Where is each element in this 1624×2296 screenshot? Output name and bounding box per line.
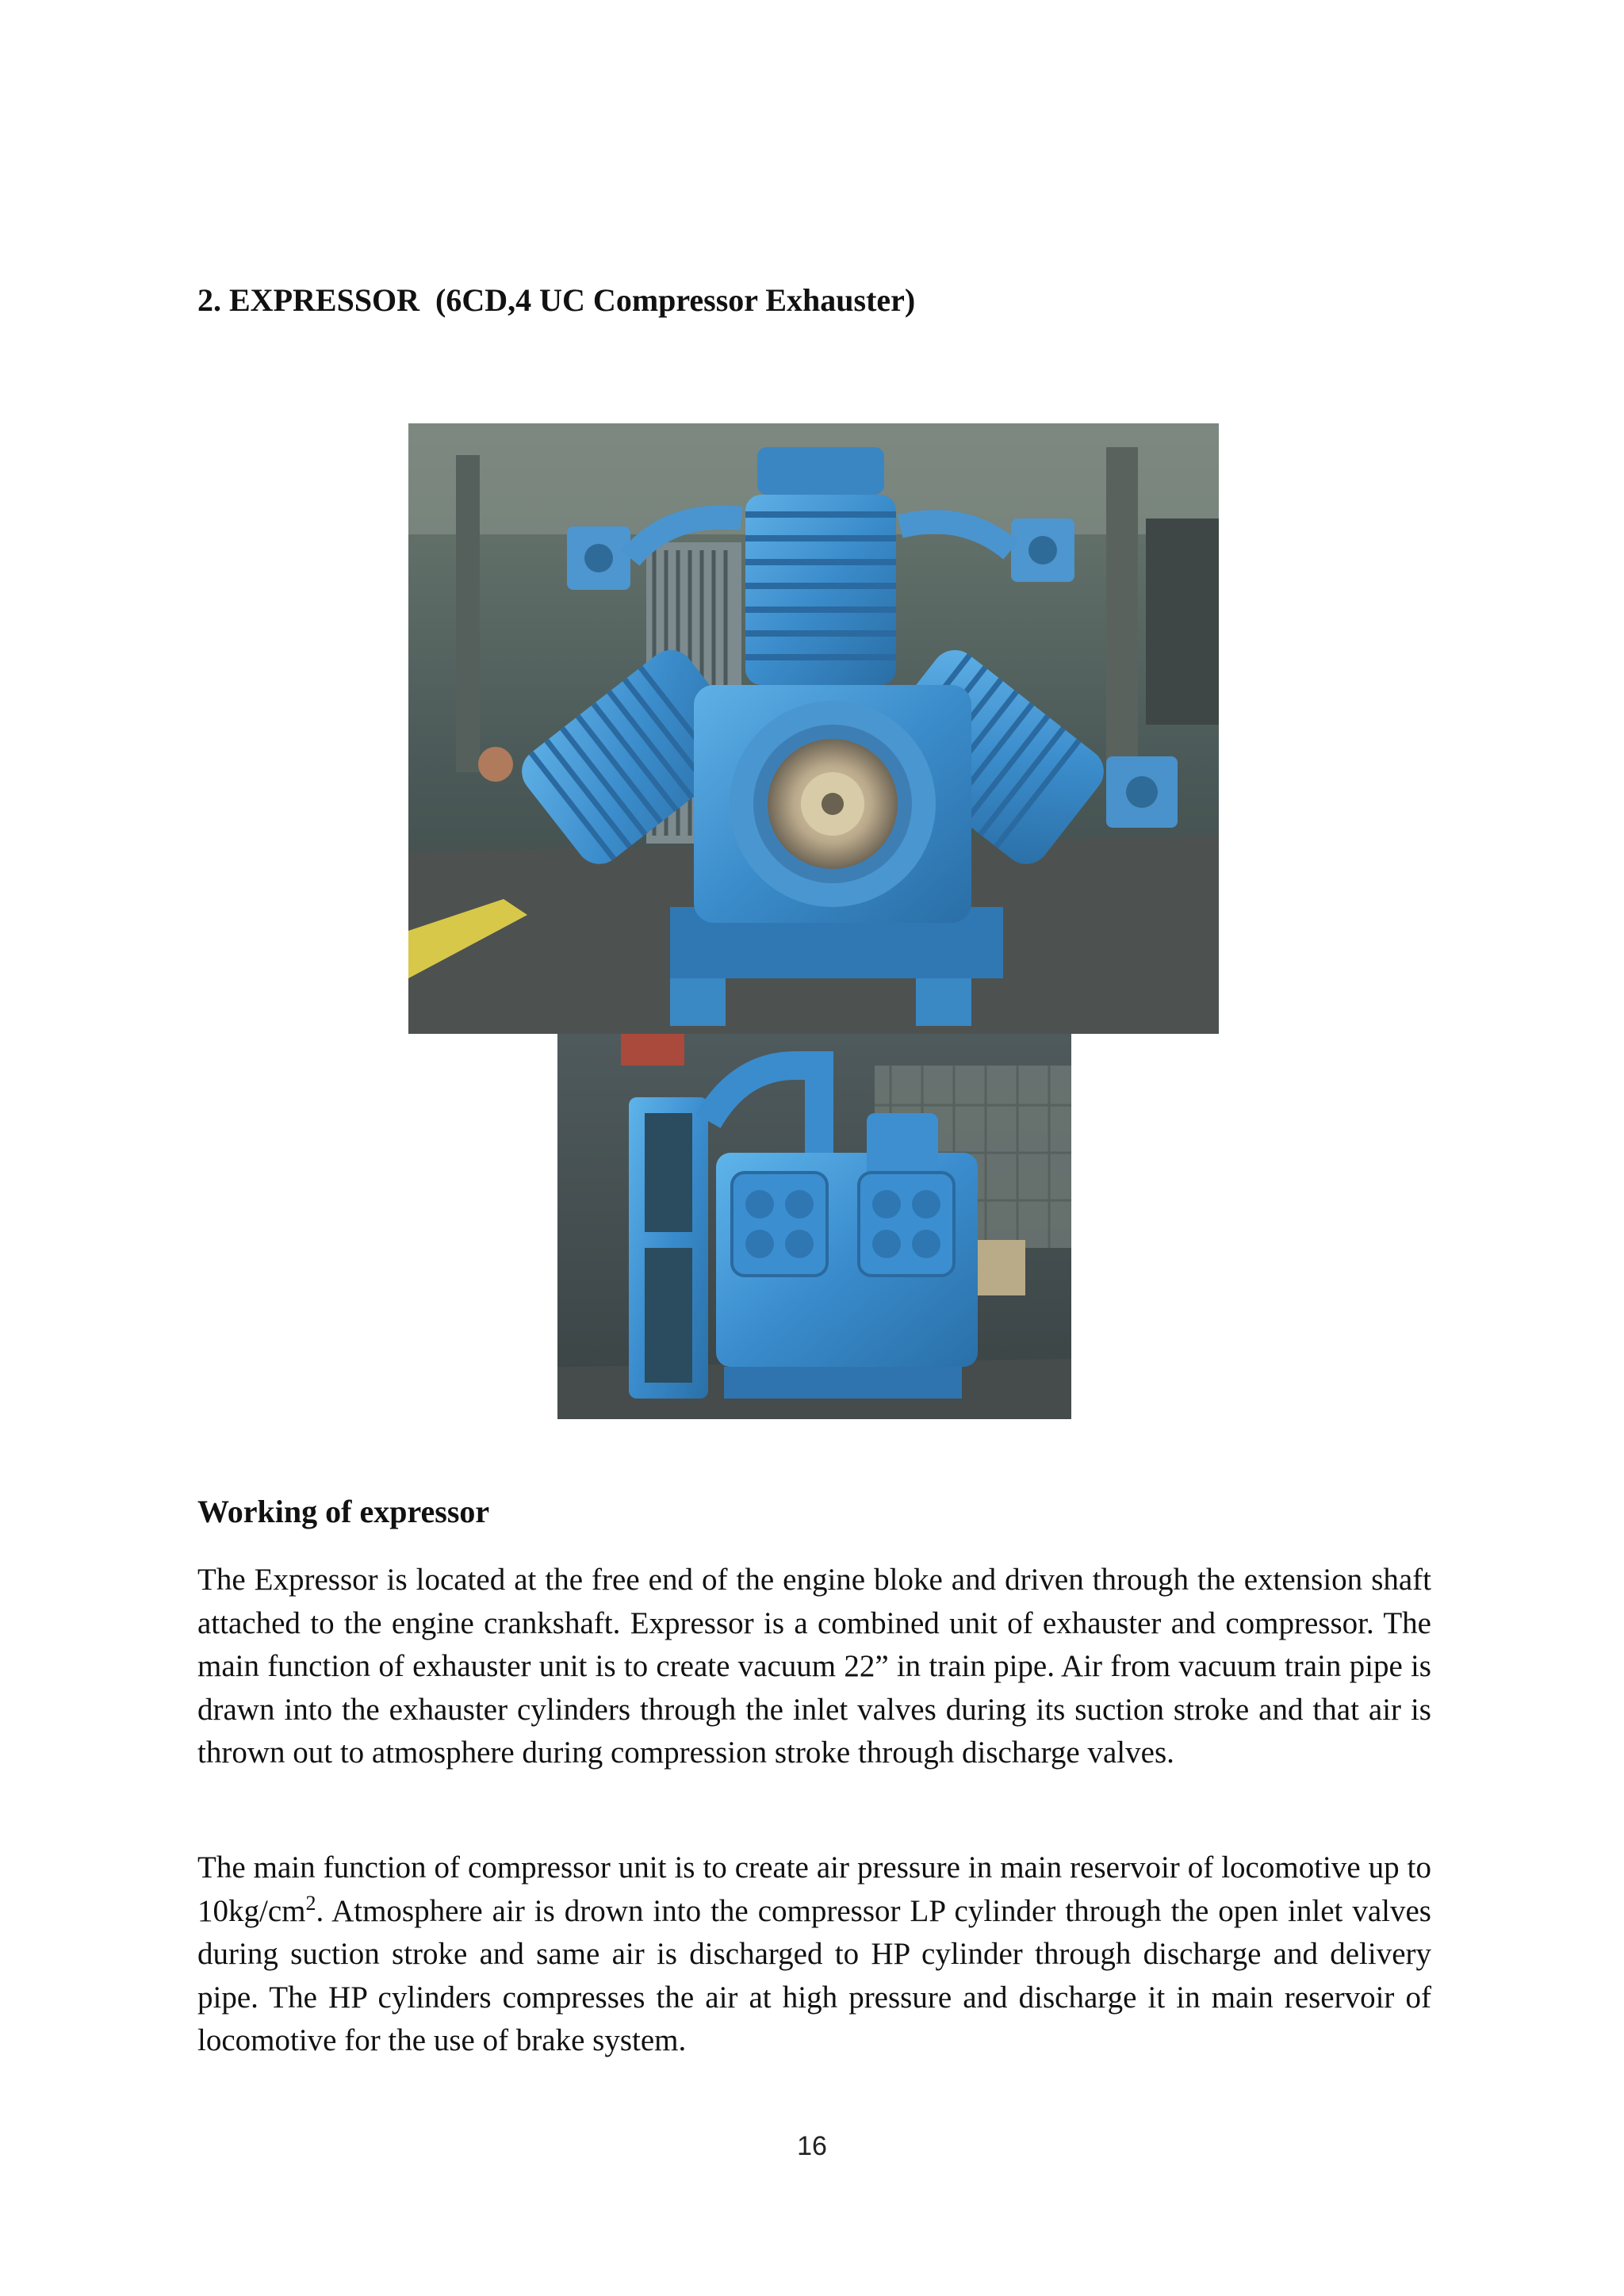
paragraph-exhauster: The Expressor is located at the free end of the engine bloke and driven through the extension shaft attached to the engine crankshaft. Expressor is a combined unit of exhauster and compressor. The main function of exhauster unit is to create vacuum 22” in train pipe. Air from vacuum train pipe is drawn into the exhauster cylinders through the inlet valves during its suction stroke and that air is thrown out to atmosphere during compression stroke through discharge valves.: [197, 1563, 1431, 1770]
superscript-2: 2: [305, 1891, 316, 1915]
paragraph-compressor-part2: . Atmosphere air is drown into the compressor LP cylinder through the open inlet valves during suction stroke and same air is discharged to HP cylinder through discharge and delivery pipe. The HP cylinders compresses the air at high pressure and discharge it in main reservoir of locomotive for the use of brake system.: [197, 1893, 1431, 2057]
working-subheading: Working of expressor: [197, 1494, 490, 1529]
expressor-6cd-photo: [408, 423, 1219, 1034]
page-number: 16: [797, 2131, 827, 2161]
section-heading: 2. EXPRESSOR (6CD,4 UC Compressor Exhauster): [197, 282, 916, 318]
paragraph-compressor-part1: The main function of compressor unit is to create air pressure in main reservoir of locomotive up to 10kg/cm: [197, 1850, 1431, 1928]
expressor-4uc-photo: [557, 1034, 1071, 1419]
paragraph-compressor: [197, 1846, 1431, 2063]
